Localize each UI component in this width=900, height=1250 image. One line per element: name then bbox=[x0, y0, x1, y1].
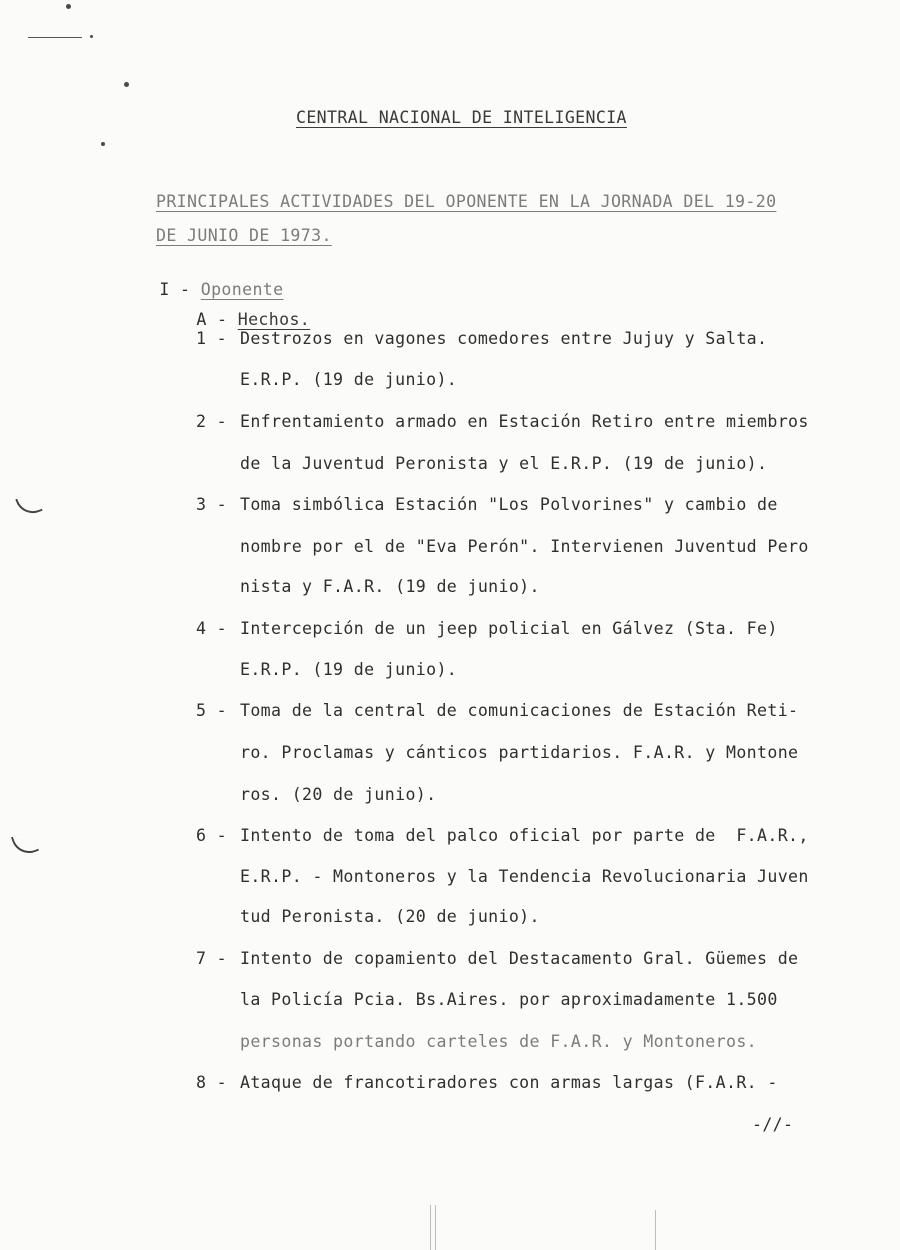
item-line: E.R.P. - Montoneros y la Tendencia Revolucionaria Juven bbox=[240, 867, 809, 886]
paper-fold-line bbox=[435, 1205, 436, 1250]
item-line: E.R.P. (19 de junio). bbox=[240, 370, 458, 389]
item-number: 7 - bbox=[196, 949, 228, 968]
continuation-mark: -//- bbox=[752, 1115, 794, 1134]
item-number: 6 - bbox=[196, 826, 228, 845]
top-left-scratch bbox=[28, 37, 82, 38]
item-line: Intercepción de un jeep policial en Gálvez (Sta. Fe) bbox=[240, 619, 778, 638]
paper-fold-line bbox=[430, 1205, 431, 1250]
ink-speck bbox=[124, 82, 129, 87]
document-subtitle-line-1: PRINCIPALES ACTIVIDADES DEL OPONENTE EN LA JORNADA DEL 19-20 bbox=[156, 192, 777, 211]
binder-hole-mark bbox=[15, 492, 43, 518]
item-line: Destrozos en vagones comedores entre Jujuy y Salta. bbox=[240, 329, 768, 348]
item-line: nista y F.A.R. (19 de junio). bbox=[240, 577, 540, 596]
item-line: nombre por el de "Eva Perón". Intervienen Juventud Pero bbox=[240, 537, 809, 556]
section-heading-prefix: I - bbox=[159, 280, 201, 299]
item-number: 4 - bbox=[196, 619, 228, 638]
item-line: personas portando carteles de F.A.R. y Montoneros. bbox=[240, 1032, 758, 1051]
item-line: tud Peronista. (20 de junio). bbox=[240, 907, 540, 926]
ink-speck bbox=[90, 35, 93, 38]
item-number: 1 - bbox=[196, 329, 228, 348]
item-line: ro. Proclamas y cánticos partidarios. F.A.R. y Montone bbox=[240, 743, 799, 762]
document-subtitle-line-2: DE JUNIO DE 1973. bbox=[156, 226, 332, 245]
item-line: Ataque de francotiradores con armas largas (F.A.R. - bbox=[240, 1073, 778, 1092]
item-line: ros. (20 de junio). bbox=[240, 785, 437, 804]
item-number: 5 - bbox=[196, 701, 228, 720]
subsection-heading-prefix: A - bbox=[196, 310, 238, 329]
item-line: Toma de la central de comunicaciones de Estación Reti- bbox=[240, 701, 799, 720]
subsection-heading-text: Hechos. bbox=[237, 310, 311, 329]
section-heading-text: Oponente bbox=[200, 280, 284, 299]
document-title: CENTRAL NACIONAL DE INTELIGENCIA bbox=[296, 108, 627, 127]
item-number: 2 - bbox=[196, 412, 228, 431]
binder-hole-mark bbox=[11, 830, 39, 858]
item-line: Intento de toma del palco oficial por parte de F.A.R., bbox=[240, 826, 809, 845]
item-line: de la Juventud Peronista y el E.R.P. (19 de junio). bbox=[240, 454, 768, 473]
item-number: 3 - bbox=[196, 495, 228, 514]
paper-fold-line bbox=[655, 1210, 656, 1250]
ink-speck bbox=[101, 142, 105, 146]
item-number: 8 - bbox=[196, 1073, 228, 1092]
item-line: la Policía Pcia. Bs.Aires. por aproximadamente 1.500 bbox=[240, 990, 778, 1009]
item-line: Intento de copamiento del Destacamento Gral. Güemes de bbox=[240, 949, 799, 968]
ink-speck bbox=[66, 4, 71, 9]
item-line: Enfrentamiento armado en Estación Retiro entre miembros bbox=[240, 412, 809, 431]
item-line: Toma simbólica Estación "Los Polvorines" y cambio de bbox=[240, 495, 778, 514]
item-line: E.R.P. (19 de junio). bbox=[240, 660, 458, 679]
